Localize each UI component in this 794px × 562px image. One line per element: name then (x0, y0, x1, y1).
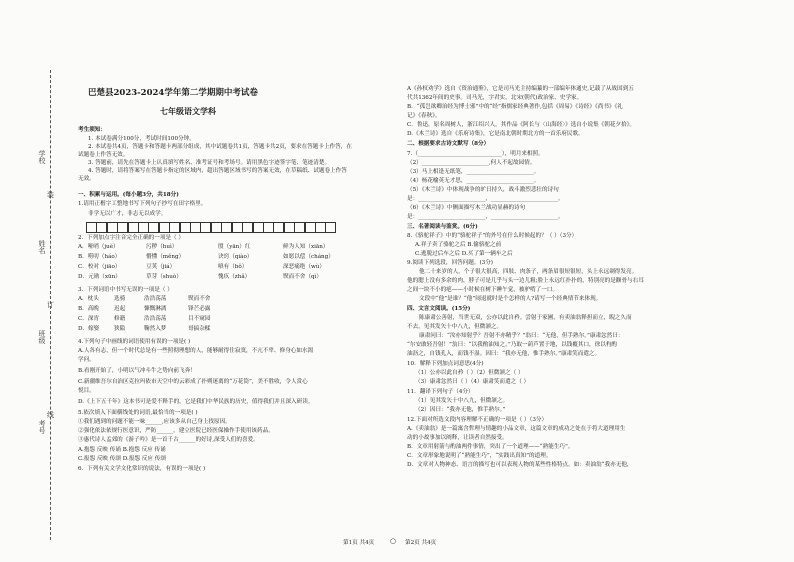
passage-line: “尔安敢轻吾射！”翁曰：“以我酌油知之。”乃取一葫芦置于地，以钱覆其口，徐以杓酌 (407, 342, 618, 348)
binding-field-id: 考号 (38, 420, 46, 434)
question-6: 6．下列有关文学文化常识的说法，有误的一项是( ) (78, 466, 206, 472)
q2-option: 污秽（huì） (146, 244, 178, 250)
option-text: 代共1362年间的史事。司马光，字君实，北宋(朝代)政治家、史学家。 (407, 95, 583, 101)
q2-option: C．校对（jiāo） (78, 264, 121, 270)
question-3: 3．下列词语中书写无误的一项是（ ） (78, 287, 173, 293)
q3-option: 浩浩荡荡 (144, 296, 167, 302)
circle-icon: ○ (390, 537, 397, 545)
question-text: （2）因曰：“我亦无他，惟手熟尔。” (415, 407, 506, 413)
question-text: ③惠代诗人孟郊的《游子吟》是一首千古______的好诗,深受人们的喜爱。 (78, 437, 259, 443)
q3-option: 哥搞杂糅 (188, 326, 211, 332)
option-text: A《孙权劝学》选自《资治通鉴》，它是司马光主持编纂的一部编年体通史,记载了从战国到五 (407, 86, 634, 92)
fill-blank[interactable]: 是：________________________，________________________。 (407, 214, 564, 220)
option-text: D.《木兰诗》选自《乐府诗集》，它是南北朝时期北方的一首乐府民歌。 (407, 131, 584, 137)
binding-mark: 订 (47, 301, 54, 309)
passage-line: 康肃问曰：“汝亦知射乎？吾射不亦精乎？”翁曰：“无他，但手熟尔。”康肃忿然曰： (419, 333, 624, 339)
question-12: 12.下面对所选文段内容理解不正确的一项是（ ）（3分） (407, 417, 548, 423)
q2-option: 深恶痛绝（wù） (283, 264, 325, 270)
q3-option: 目不窥园 (188, 316, 211, 322)
option-text: B．文章用射箭与酌油两件事情，突出了一个道理——“熟能生巧”。 (407, 444, 574, 450)
binding-margin (0, 0, 62, 562)
fill-blank[interactable]: （1）公亦以此自矜（ ）（2）但微颔之（ ） (415, 370, 524, 376)
q3-option: 鞠然入梦 (144, 326, 167, 332)
q2-option: 如愿以偿（cháng） (283, 254, 334, 260)
question-4: 4.下列句子中画线的词语使用有误的一项是( ) (78, 339, 191, 345)
q3-option: 浩浩荡荡 (144, 316, 167, 322)
notice-line: 3. 答题前，请先在答题卡上认真填写姓名、准考证号和考场号。请用黑色字迹签字笔、笔迹清楚。 (88, 160, 331, 166)
q3-option: C．深宵 (78, 316, 100, 322)
question-text: A.人各有志，但一个时代总是有一些照彻理想的人，能够耐得住寂寞，不亢不卑、修身心如水渴 (78, 348, 314, 354)
q2-option: 懵懂（měng） (146, 254, 185, 260)
passage-line: 他二十来岁的人，个子很大很高，四肢、肉条子，两条眉很短很短，头上永远剃得发亮。 (419, 269, 638, 275)
option-text: C．鲁迅，原名周树人，浙江绍兴人。其作品《阿长与〈山海经〉》选自小说集《朝花夕拾》。 (407, 122, 636, 128)
question-8: 8.《骆驼祥子》中的“骆驼祥子”的外号在什么时候起的？（ ）（3分） (407, 233, 578, 239)
q2-option: 诀窍（qiào） (218, 254, 253, 260)
fill-blank[interactable]: （4）杨花榆英无才思，________________________。 (407, 178, 540, 184)
q2-option: 愧疚（zhǎ） (218, 274, 251, 280)
section-heading: 四、文言文阅读。(15分) (407, 306, 471, 312)
q3-option: 迟起 (114, 306, 126, 312)
question-text: 学问。 (78, 357, 95, 363)
passage-line: 之间一块不小的疤——小时候在树下睡午觉，被驴啃了一口。 (407, 287, 559, 293)
question-9: 9.阅读下列选段，回答问题。(3分) (407, 260, 493, 266)
question-1: 1.请用正楷字工整地书写下列句子抄写在田字格里。 (78, 201, 207, 207)
q2-option: 嗔有（bǒ） (218, 264, 248, 270)
q3-option: 狭隘 (114, 326, 126, 332)
notice-line: 试题卷上作答无效。 (78, 152, 129, 158)
question-text: 文段中“他”是谁？“他”闹退就时是个怎样的人?请写一个经典情节来体现。 (419, 296, 602, 302)
option-text: A.祥子卖了骆驼之后 B.偷骆驼之前 (415, 242, 502, 248)
q3-option: 锲而不舍 (188, 296, 211, 302)
question-text: A.抱怨 反映 传诵 B.抱怨 反应 传诵 (78, 447, 166, 453)
q2-option: 豆荚（jiá） (146, 264, 176, 270)
question-5: 5.依次填入下面横线处的词语,最恰当的一项是( ) (78, 410, 198, 416)
binding-field-school: 学校 (38, 150, 46, 164)
section-heading: 一、积累与运用。(每小题3分，共18分) (78, 192, 179, 198)
fill-blank[interactable]: 7.（______________________________），明月来相照。 (407, 151, 544, 157)
notice-line: 1. 本试卷满分100分，考试时间100分钟。 (88, 136, 195, 142)
writing-grid[interactable] (86, 222, 336, 233)
notice-line: 4. 答题时，请将答案写在答题卡指定的区域内，超出答题区域书写的答案无效，在草稿纸、试题卷上作答 (88, 168, 347, 174)
question-text: B.看刚开始了，小明以气冲斗牛之势向前飞奔！ (78, 368, 196, 374)
binding-field-name: 姓名 (38, 240, 46, 254)
section-heading: 三、名著阅读与鉴赏。(6分) (407, 224, 478, 230)
binding-field-class: 班级 (38, 330, 46, 344)
passage-line: 不去。见其发矢十中八九，但微颔之。 (407, 324, 503, 330)
question-2: 2．下列加点字注音完全正确的一项是（ ） (78, 235, 185, 241)
question-text: C.新疆维吾尔自治区克拉玛依市天空中的云彩成了扑朔迷离的“万花筒”，美不胜收，令人赏心 (78, 379, 308, 385)
q2-option: B．唠叨（háo） (78, 254, 121, 260)
q2-option: 鲜为人知（xiān） (283, 244, 329, 250)
question-text: ①我们遇到的问题不能一味______,应该多从自己身上找原因。 (78, 419, 231, 425)
question-text: （5）《木兰诗》中体现战争的旷日持久，战斗激烈悲壮的诗句 (407, 187, 559, 193)
question-10: 10．解释下列加点词意思(4分) (407, 361, 484, 367)
q3-option: B．高晚 (78, 306, 99, 312)
question-11: 11．翻译下列句子（4分） (407, 389, 474, 395)
page-number-left: 第1页 共4页 (343, 540, 375, 546)
binding-mark: 线 (47, 411, 54, 419)
notice-line: 2. 本试卷共4页，答题卡和答题卡两部分组成，其中试题卷共1页，答题卡共2页，要求在答题卡上作答，在 (88, 144, 352, 150)
question-text: ②强化依法依规行医意识，严防______，建立医院已经医保操作手使用该药品。 (78, 428, 274, 434)
passage-line: 陈康肃公善射，当世无双，公亦以此自矜。尝射于家圃，有卖油翁释担而立，睨之久而 (419, 315, 632, 321)
question-text: 悦目。 (78, 388, 95, 394)
subject-title: 七年级语文学科 (160, 106, 216, 116)
option-text: 动的小故事加以阐释，让读者自然接受。 (407, 435, 508, 441)
q2-option: 殷（yān）红 (218, 244, 251, 250)
q3-option: 慷慨淋漓 (144, 306, 167, 312)
notice-title: 考生须知： (78, 127, 106, 133)
option-text: C.逃脱过后车之后 D.买了第一辆车之后 (415, 251, 513, 257)
q1-sentence: 非学无以广才，非志无以成学。 (88, 211, 167, 217)
option-text: 记》《春秋》。 (407, 113, 441, 119)
q3-option: 修籍 (114, 316, 126, 322)
q3-option: 选骑 (114, 296, 126, 302)
option-text: A.《卖油翁》是一篇寓含哲理与情趣的小品文章，这篇文章的成功之处在于将大道理用生 (407, 426, 626, 432)
q3-option: D．嫁娶 (78, 326, 100, 332)
q2-option: 锲而不舍（qì） (283, 274, 322, 280)
binding-mark: 装 (47, 191, 54, 199)
school-title: 巴楚县2023-2024学年第二学期期中考试卷 (88, 88, 258, 98)
question-text: （1）见其发矢十中八九，但微颔之。 (415, 398, 509, 404)
fill-blank[interactable]: （2）________________________,何人不起故园情。 (407, 160, 536, 166)
question-text: （6）《木兰诗》中侧面描写木兰战功显赫的诗句 (407, 205, 526, 211)
q2-option: D．元勋（xūn） (78, 274, 121, 280)
option-text: C．文章形象地说明了“熟能生巧”，“实践出真知”的道理。 (407, 453, 552, 459)
q3-option: A．枕头 (78, 296, 99, 302)
q2-option: 草芽（shuò） (146, 274, 182, 280)
q3-option: 锋芒必露 (188, 306, 211, 312)
fill-blank[interactable]: 是：________________________，________________________。 (407, 196, 564, 202)
passage-line: 油沥之，自钱孔入，而钱不湿。因曰：“我亦无他，惟手熟尔。”康肃笑而遣之。 (407, 351, 601, 357)
option-text: D．文章对人物神态、语言的描写也可以表现人物的某些性格特点。如：卖油翁“我亦无他， (407, 462, 633, 468)
q2-option: A．哑哨（juè） (78, 244, 119, 250)
fill-blank[interactable]: （3）康肃忿然曰（ ）（4）康肃笑而遣之（ ） (415, 379, 530, 385)
option-text: B．“孤岂欲卿治经为博士邪”中的“经”指儒家经典著作,包括《周易》《诗经》《尚书》《礼 (407, 104, 623, 110)
question-text: D.《上下五千年》这本书可是爱不释手的，它是我们中华民族的历史，值得我们并且深入研读。 (78, 399, 314, 405)
question-text: C.报怨 反映 传颂 D.报怨 反应 传颂 (78, 456, 166, 462)
page-number-right: 第2页 共4页 (405, 540, 437, 546)
right-page (397, 0, 794, 562)
passage-line: 他的腮上没有多余的肉，脖子可是几乎与头一边儿粗;脸上永远红扑扑的，特别亮的是颧骨与右耳 (407, 278, 644, 284)
notice-line: 无效。 (78, 176, 95, 182)
fill-blank[interactable]: （3）马上相逢无纸笔，________________________。 (407, 169, 540, 175)
section-heading: 二、根据要求古诗文默写（8分） (407, 141, 490, 147)
